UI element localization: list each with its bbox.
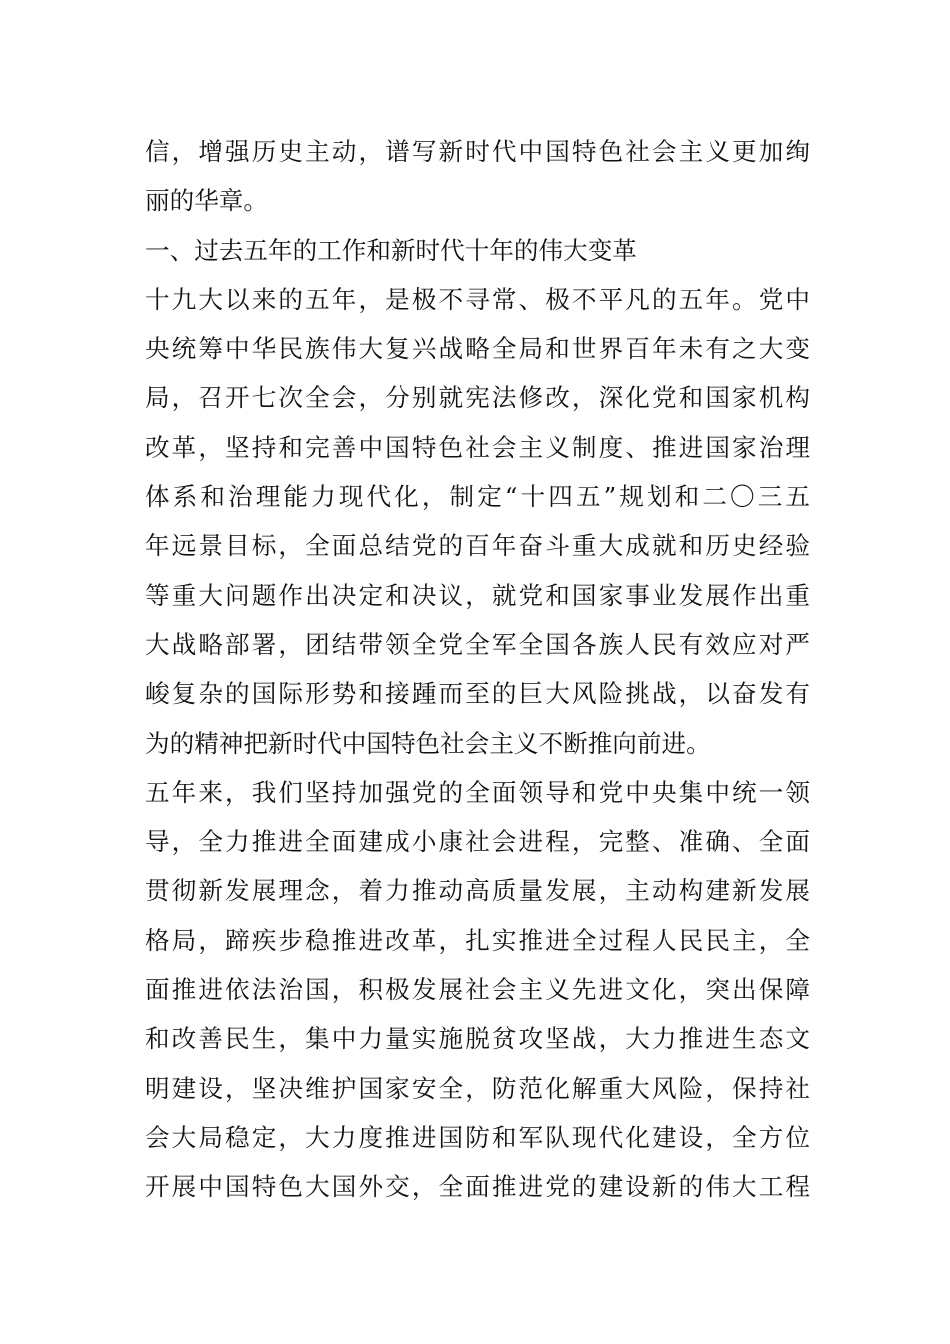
text-line: 年远景目标，全面总结党的百年奋斗重大成就和历史经验 [145, 531, 810, 561]
text-line: 局，召开七次全会，分别就宪法修改，深化党和国家机构 [145, 383, 810, 413]
text-line: 峻复杂的国际形势和接踵而至的巨大风险挑战，以奋发有 [145, 679, 810, 709]
text-line: 明建设，坚决维护国家安全，防范化解重大风险，保持社 [145, 1073, 810, 1103]
text-line: 央统筹中华民族伟大复兴战略全局和世界百年未有之大变 [145, 334, 810, 364]
text-line: 格局，蹄疾步稳推进改革，扎实推进全过程人民民主，全 [145, 925, 810, 955]
text-line: 信，增强历史主动，谱写新时代中国特色社会主义更加绚 [145, 137, 810, 166]
text-line: 面推进依法治国，积极发展社会主义先进文化，突出保障 [145, 975, 810, 1005]
text-line: 改革，坚持和完善中国特色社会主义制度、推进国家治理 [145, 432, 810, 462]
text-line: 五年来，我们坚持加强党的全面领导和党中央集中统一领 [145, 777, 810, 807]
text-line: 为的精神把新时代中国特色社会主义不断推向前进。 [145, 728, 711, 758]
text-line: 大战略部署，团结带领全党全军全国各族人民有效应对严 [145, 629, 810, 659]
text-line: 开展中国特色大国外交，全面推进党的建设新的伟大工程 [145, 1172, 810, 1202]
text-line: 等重大问题作出决定和决议，就党和国家事业发展作出重 [145, 580, 810, 610]
text-line: 和改善民生，集中力量实施脱贫攻坚战，大力推进生态文 [145, 1024, 810, 1054]
text-line: 会大局稳定，大力度推进国防和军队现代化建设，全方位 [145, 1122, 810, 1152]
text-line: 体系和治理能力现代化，制定“十四五”规划和二〇三五 [145, 482, 810, 512]
text-line: 丽的华章。 [145, 186, 268, 216]
text-line: 一、过去五年的工作和新时代十年的伟大变革 [145, 235, 637, 265]
document-body [145, 127, 810, 1212]
text-line: 贯彻新发展理念，着力推动高质量发展，主动构建新发展 [145, 876, 810, 906]
text-line: 导，全力推进全面建成小康社会进程，完整、准确、全面 [145, 827, 810, 857]
text-line: 十九大以来的五年，是极不寻常、极不平凡的五年。党中 [145, 284, 810, 314]
